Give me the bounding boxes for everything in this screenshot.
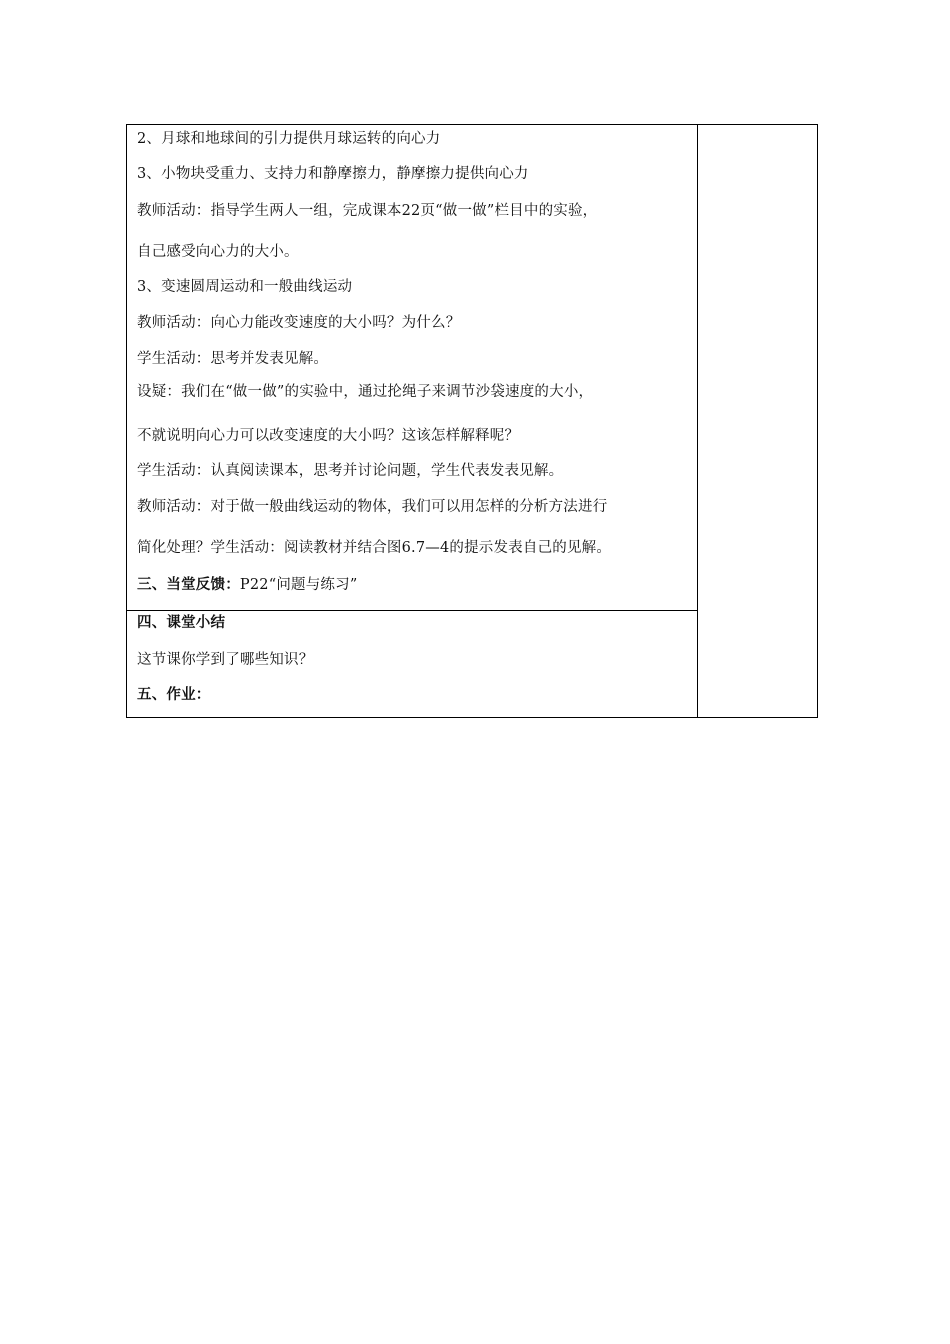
column-divider (697, 125, 698, 717)
summary-heading: 四、课堂小结 (137, 615, 226, 631)
homework-heading: 五、作业： (137, 687, 211, 703)
text-line: 学生活动：思考并发表见解。 (137, 351, 329, 367)
lesson-table (126, 124, 818, 718)
feedback-heading: 三、当堂反馈： (137, 577, 240, 593)
text-line: 简化处理？学生活动：阅读教材并结合图6.7—4的提示发表自己的见解。 (137, 540, 612, 556)
text-line: 3、变速圆周运动和一般曲线运动 (137, 279, 353, 295)
text-line: 设疑：我们在“做一做”的实验中，通过抡绳子来调节沙袋速度的大小， (137, 384, 594, 400)
feedback-line (137, 575, 357, 595)
text-line: 不就说明向心力可以改变速度的大小吗？这该怎样解释呢？ (137, 428, 520, 444)
row-divider (127, 610, 697, 611)
text-line: 教师活动：指导学生两人一组，完成课本22页“做一做”栏目中的实验， (137, 203, 598, 219)
text-line: 3、小物块受重力、支持力和静摩擦力，静摩擦力提供向心力 (137, 166, 529, 182)
summary-question: 这节课你学到了哪些知识？ (137, 652, 314, 668)
text-line: 学生活动：认真阅读课本，思考并讨论问题，学生代表发表见解。 (137, 463, 564, 479)
text-line: 2、月球和地球间的引力提供月球运转的向心力 (137, 131, 441, 147)
text-line: 自己感受向心力的大小。 (137, 244, 299, 260)
text-line: 教师活动：对于做一般曲线运动的物体，我们可以用怎样的分析方法进行 (137, 499, 608, 515)
text-line: 教师活动：向心力能改变速度的大小吗？为什么？ (137, 315, 461, 331)
feedback-text: P22“问题与练习” (239, 577, 358, 593)
